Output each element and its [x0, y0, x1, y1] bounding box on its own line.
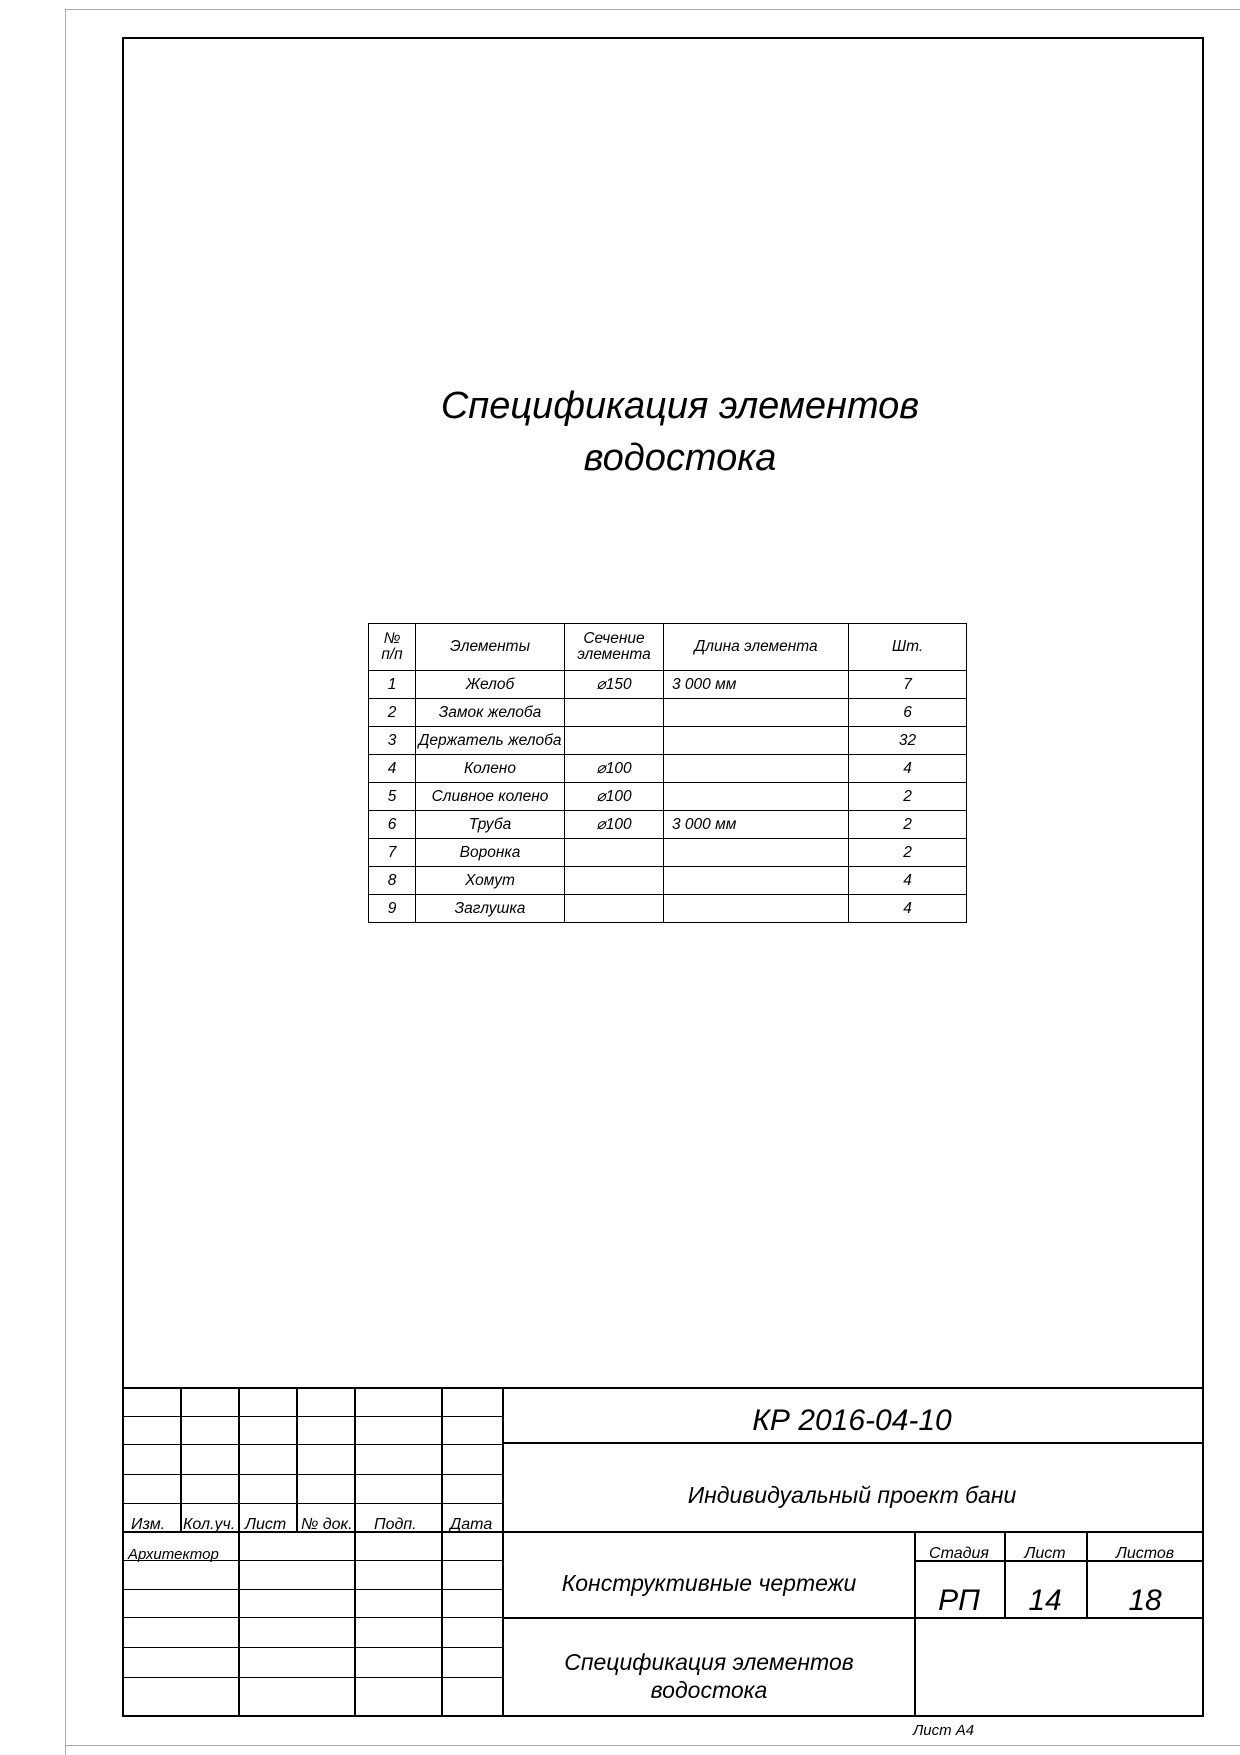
col-label-doc-num: № док. — [301, 1516, 353, 1533]
thin-col-line — [354, 1387, 356, 1531]
sheet-value: 14 — [1028, 1584, 1062, 1617]
row-qty-cell: 2 — [849, 811, 967, 839]
code-row-border — [502, 1442, 1204, 1444]
row-section-cell — [565, 811, 664, 839]
row-qty-cell: 7 — [849, 671, 967, 699]
doc-code: КР 2016-04-10 — [752, 1404, 952, 1437]
sheet-title-line-2: водостока — [583, 437, 777, 479]
row-name-cell: Труба — [416, 811, 565, 839]
row-length-cell — [664, 755, 849, 783]
row-num-cell: 4 — [369, 755, 416, 783]
section-name: Конструктивные чертежи — [561, 1570, 857, 1596]
project-name: Индивидуальный проект бани — [687, 1482, 1017, 1508]
row-qty-cell: 2 — [849, 783, 967, 811]
diameter-icon: ⌀ — [596, 816, 606, 833]
table-row — [369, 783, 967, 811]
row-section-cell — [565, 699, 664, 727]
header-elements: Элементы — [416, 624, 565, 671]
thin-row-line — [122, 1617, 502, 1618]
thin-row-line — [122, 1474, 502, 1475]
header-qty: Шт. — [849, 624, 967, 671]
thin-col-line — [180, 1387, 182, 1531]
row-name-cell: Воронка — [416, 839, 565, 867]
row-section-cell — [565, 839, 664, 867]
table-row — [369, 895, 967, 923]
format-label: Лист А4 — [913, 1722, 975, 1739]
thin-col-line — [354, 1531, 356, 1717]
row-length-cell: 3 000 мм — [664, 671, 849, 699]
row-num-cell: 9 — [369, 895, 416, 923]
sheet-title — [380, 380, 980, 484]
thin-row-line — [122, 1647, 502, 1648]
col-label-sign: Подп. — [374, 1516, 417, 1533]
row-num-cell: 6 — [369, 811, 416, 839]
header-section-line-2: элемента — [577, 646, 651, 663]
table-row — [369, 839, 967, 867]
diameter-value: 100 — [605, 760, 632, 777]
thin-row-line — [122, 1503, 502, 1504]
row-length-cell: 3 000 мм — [664, 811, 849, 839]
row-name-cell: Держатель желоба — [416, 727, 565, 755]
sheet-title-line-1: Спецификация элементов — [440, 385, 920, 427]
row-qty-cell: 6 — [849, 699, 967, 727]
diameter-value: 100 — [605, 788, 632, 805]
sheet-name — [504, 1648, 914, 1704]
thin-row-line — [122, 1416, 502, 1417]
sheet-label: Лист — [1024, 1545, 1066, 1562]
thin-row-line — [122, 1677, 502, 1678]
header-length: Длина элемента — [664, 624, 849, 671]
sheet-edge-left — [65, 9, 66, 1755]
row-length-cell — [664, 699, 849, 727]
diameter-icon: ⌀ — [596, 760, 606, 777]
row-name-cell: Колено — [416, 755, 565, 783]
diameter-value: 150 — [605, 676, 632, 693]
row-section-cell — [565, 867, 664, 895]
table-row — [369, 867, 967, 895]
col-label-date: Дата — [450, 1516, 493, 1533]
diameter-icon: ⌀ — [596, 788, 606, 805]
thin-col-line — [238, 1387, 240, 1531]
row-num-cell: 1 — [369, 671, 416, 699]
thin-row-line — [122, 1444, 502, 1445]
sheets-value: 18 — [1128, 1584, 1162, 1617]
row-qty-cell: 32 — [849, 727, 967, 755]
row-length-cell — [664, 727, 849, 755]
row-num-cell: 3 — [369, 727, 416, 755]
row-length-cell — [664, 895, 849, 923]
header-num — [369, 624, 416, 671]
sheet-edge-top — [65, 9, 1240, 10]
spec-header-row — [369, 624, 967, 671]
row-name-cell: Желоб — [416, 671, 565, 699]
diameter-icon: ⌀ — [596, 676, 606, 693]
sheets-label: Листов — [1115, 1545, 1175, 1562]
role-architect: Архитектор — [128, 1546, 219, 1563]
row-section-cell — [565, 727, 664, 755]
stage-value: РП — [938, 1584, 980, 1617]
row-section-cell — [565, 783, 664, 811]
row-name-cell: Заглушка — [416, 895, 565, 923]
header-section — [565, 624, 664, 671]
table-row — [369, 727, 967, 755]
header-num-line-1: № — [383, 630, 401, 647]
table-row — [369, 671, 967, 699]
row-length-cell — [664, 839, 849, 867]
table-row — [369, 755, 967, 783]
row-section-cell — [565, 895, 664, 923]
row-num-cell: 8 — [369, 867, 416, 895]
row-num-cell: 2 — [369, 699, 416, 727]
table-row — [369, 699, 967, 727]
header-num-line-2: п/п — [381, 646, 403, 663]
row-qty-cell: 2 — [849, 839, 967, 867]
sheet-name-line-1: Спецификация элементов — [564, 1649, 854, 1675]
thin-col-line — [296, 1387, 298, 1531]
row-qty-cell: 4 — [849, 895, 967, 923]
title-block-top-border — [122, 1387, 1204, 1389]
col-label-kol-uch: Кол.уч. — [183, 1516, 236, 1533]
row-name-cell: Хомут — [416, 867, 565, 895]
col-label-list: Лист — [245, 1516, 287, 1533]
row-qty-cell: 4 — [849, 867, 967, 895]
specification-table — [368, 623, 967, 923]
row-length-cell — [664, 867, 849, 895]
sheet-name-line-2: водостока — [650, 1677, 768, 1703]
thin-row-line — [122, 1589, 502, 1590]
stage-label: Стадия — [929, 1545, 989, 1562]
table-row — [369, 811, 967, 839]
row-num-cell: 7 — [369, 839, 416, 867]
diameter-value: 100 — [605, 816, 632, 833]
row-qty-cell: 4 — [849, 755, 967, 783]
row-length-cell — [664, 783, 849, 811]
col-label-izm: Изм. — [131, 1516, 166, 1533]
sheet-edge-bottom — [65, 1745, 1240, 1746]
thin-col-line — [441, 1387, 443, 1531]
thin-col-line — [441, 1531, 443, 1717]
header-section-line-1: Сечение — [583, 630, 645, 647]
row-num-cell: 5 — [369, 783, 416, 811]
row-section-cell — [565, 755, 664, 783]
thin-col-line — [238, 1531, 240, 1717]
row-name-cell: Сливное колено — [416, 783, 565, 811]
row-name-cell: Замок желоба — [416, 699, 565, 727]
row-section-cell — [565, 671, 664, 699]
